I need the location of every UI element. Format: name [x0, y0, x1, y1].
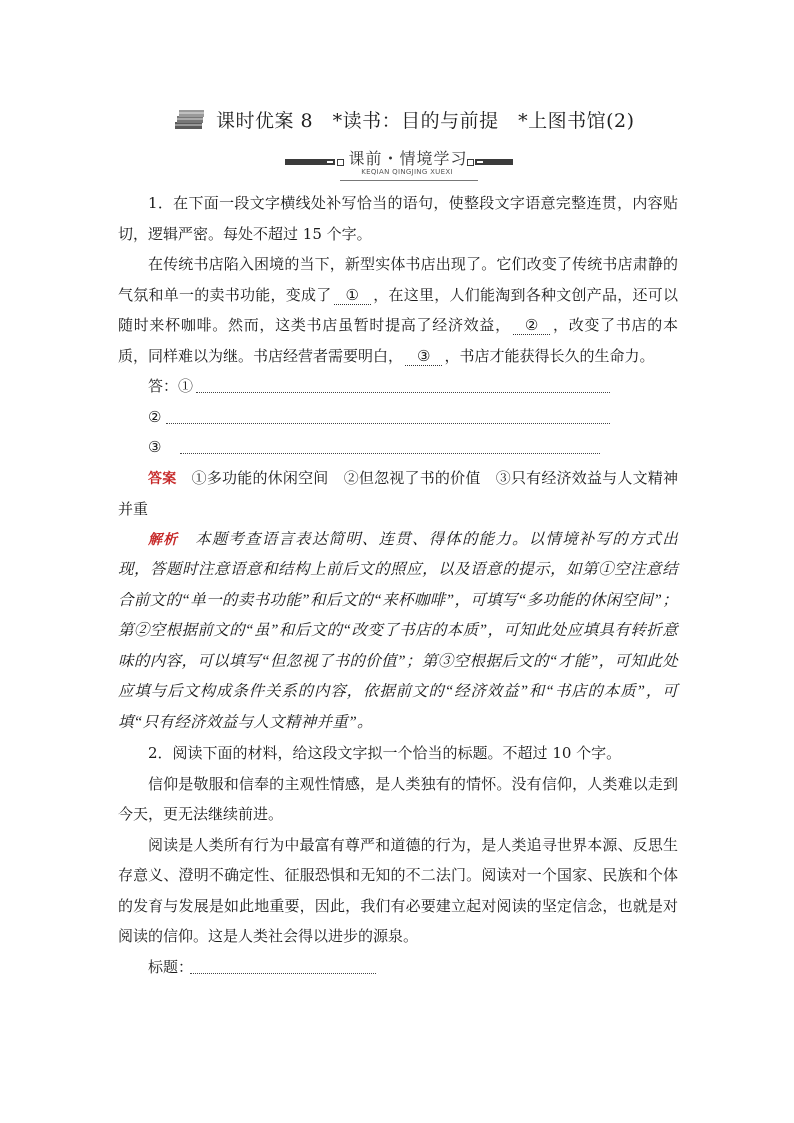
q1-answer-key	[118, 463, 678, 525]
section-label: 课前・情境学习	[348, 149, 468, 168]
q1-passage-part-3: ，改变了书店的本质，同样难以为继。书店经营者需要明白，	[118, 316, 678, 365]
title-field-label: 标题：	[148, 957, 194, 976]
book-stack-icon	[174, 107, 206, 131]
banner-underline	[340, 180, 478, 181]
blank-3: ③	[405, 347, 442, 366]
q1-passage-part-2: ，在这里，人们能淘到各种文创产品，还可以随时来杯咖啡。然而，这类书店虽暂时提高了经济效益，	[118, 285, 678, 334]
answer-label-2: ②	[148, 407, 162, 426]
q2-paragraph-1: 信仰是敬服和信奉的主观性情感，是人类独有的情怀。没有信仰，人类难以走到今天，更无法继续前进。	[118, 774, 678, 823]
q2-prompt: 2．阅读下面的材料，给这段文字拟一个恰当的标题。不超过 10 个字。	[148, 744, 622, 762]
answer-line-1[interactable]	[196, 392, 610, 393]
answer-key-label: 答案	[148, 470, 177, 487]
blank-2: ②	[513, 316, 550, 335]
blank-1: ①	[334, 286, 371, 305]
analysis-label: 解析	[148, 531, 179, 548]
answer-key-text: ①多功能的休闲空间 ②但忽视了书的价值 ③只有经济效益与人文精神并重	[118, 468, 678, 518]
q2-title-field[interactable]	[118, 952, 678, 983]
answer-row-3[interactable]	[118, 432, 678, 463]
title-field-line[interactable]	[190, 973, 376, 974]
answer-row-1[interactable]	[118, 371, 678, 402]
lesson-title	[174, 103, 694, 135]
q1-passage-part-1: 在传统书店陷入困境的当下，新型实体书店出现了。它们改变了传统书店肃静的气氛和单一的卖书功能，变成了	[118, 255, 678, 304]
banner-dot-right	[467, 159, 474, 166]
analysis-text: 本题考查语言表达简明、连贯、得体的能力。以情境补写的方式出现，答题时注意语意和结构上前后文的照应，以及语意的提示，如第①空注意结合前文的“单一的卖书功能”和后文的“来杯咖啡”，可填写“多功能的休闲空间”；第②空根据前文的“虽”和后文的“改变了书店的本质”，可知此处应填具有转折意味的内容，可以填写“但忽视了书的价值”；第③空根据后文的“才能”，可知此处应填与后文构成条件关系的内容，依据前文的“经济效益”和“书店的本质”，可填“只有经济效益与人文精神并重”。	[118, 530, 678, 731]
title-text: 课时优案 8 *读书：目的与前提 *上图书馆(2)	[216, 109, 635, 132]
banner-bar-left	[285, 159, 335, 165]
section-banner	[285, 146, 513, 188]
answer-line-2[interactable]	[166, 423, 610, 424]
answer-label-3: ③	[148, 438, 162, 456]
banner-bar-right	[475, 159, 513, 165]
answer-line-3[interactable]	[180, 453, 600, 454]
q1-analysis	[118, 525, 678, 739]
q2-paragraph-2: 阅读是人类所有行为中最富有尊严和道德的行为，是人类追寻世界本源、反思生存意义、澄明不确定性、征服恐惧和无知的不二法门。阅读对一个国家、民族和个体的发育与发展是如此地重要，因此，我们有必要建立起对阅读的坚定信念，也就是对阅读的信仰。这是人类社会得以进步的源泉。	[118, 835, 678, 945]
q1-passage-part-4: ，书店才能获得长久的生命力。	[444, 346, 655, 365]
content	[118, 188, 678, 982]
answer-label-1: 答：①	[148, 377, 194, 395]
section-pinyin: KEQIAN QINGJING XUEXI	[361, 168, 453, 176]
q1-passage	[118, 249, 678, 371]
q1-prompt: 1．在下面一段文字横线处补写恰当的语句，使整段文字语意完整连贯，内容贴切，逻辑严密。每处不超过 15 个字。	[118, 194, 678, 243]
answer-row-2[interactable]	[118, 402, 678, 433]
